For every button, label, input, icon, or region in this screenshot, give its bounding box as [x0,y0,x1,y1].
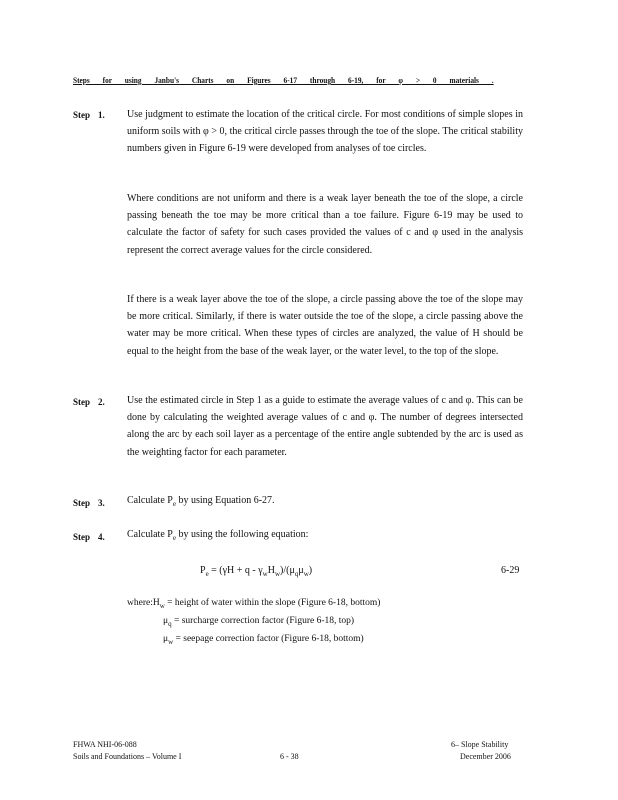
equation-6-29: $P_e = (\gamma H + q - \gamma_wH_w)/(\mu_q\mu_w)$ [200,565,313,578]
step-2-label: Step [73,397,91,407]
footer-page-number: 6 - 38 [280,752,299,761]
footer-volume: Soils and Foundations – Volume I [73,752,182,761]
step-3-text: Calculate $P_e$ by using Equation 6-27. [127,495,275,508]
step-2-number: 2. [98,397,105,407]
footer-doc-number: FHWA NHI-06-088 [73,740,137,749]
equation-number: 6-29 [501,565,520,576]
step-3-number: 3. [98,498,105,508]
step-1-paragraph-3: If there is a weak layer above the toe of the slope, a circle passing above the toe of the slope may be more critical. Similarly, if there is water outside the toe of the slope, a circle passing above the water may be more critical. When these types of circles are analyzed, the value of H should be equal to the height from the base of the weak layer, or the water level, to the top of the slope. [127,294,523,357]
where-line-muw: $\mu_w$ = seepage correction factor (Figure 6-18, bottom) [163,634,364,646]
page-heading: Steps for using Janbu's Charts on Figures 6-17 through 6-19, for φ > 0 materials . [73,76,494,85]
where-line-hw: $where:H_w$ = height of water within the slope (Figure 6-18, bottom) [127,598,381,610]
footer-date: December 2006 [460,752,511,761]
step-2-paragraph: Use the estimated circle in Step 1 as a guide to estimate the average values of c and φ. This can be done by calculating the weighted average values of c and φ. The number of degrees intersected along the arc by each soil layer as a percentage of the entire angle subtended by the arc is used as the weighting factor for each parameter. [127,395,523,458]
step-4-number: 4. [98,532,105,542]
step-1-number: 1. [98,110,105,120]
where-line-muq: $\mu_q$ = surcharge correction factor (Figure 6-18, top) [163,616,355,628]
step-1-label: Step [73,110,91,120]
step-4-label: Step [73,532,91,542]
footer-chapter: 6– Slope Stability [451,740,509,749]
step-1-paragraph-1: Use judgment to estimate the location of the critical circle. For most conditions of simple slopes in uniform soils with φ > 0, the critical circle passes through the toe of the slope. The critical stability numbers given in Figure 6-19 were developed from analyses of toe circles. [127,109,523,155]
step-1-paragraph-2: Where conditions are not uniform and there is a weak layer beneath the toe of the slope, a circle passing beneath the toe may be more critical than a toe failure. Figure 6-19 may be used to calculate the factor of safety for such cases provided the values of c and φ used in the analysis represent the correct average values for the circle considered. [127,193,523,256]
step-3-label: Step [73,498,91,508]
step-4-text: Calculate $P_e$ by using the following equation: [127,529,309,542]
